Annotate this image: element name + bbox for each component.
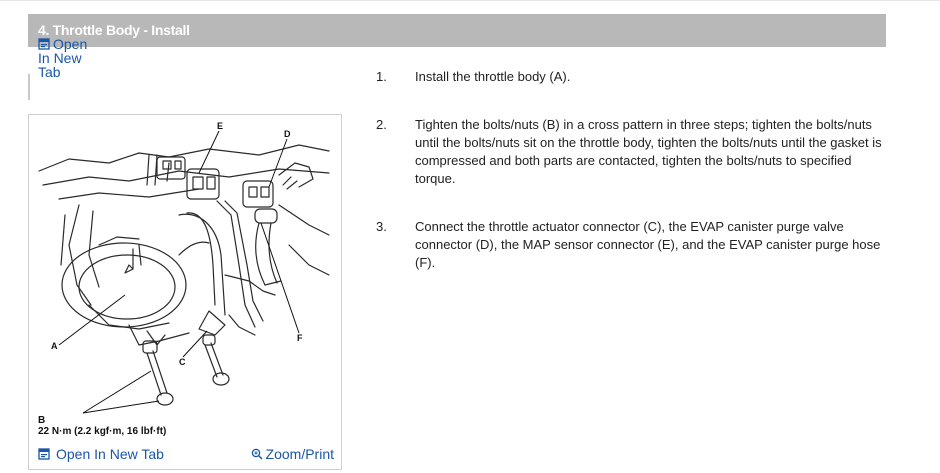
figure-footer	[38, 446, 338, 464]
step-number: 1.	[376, 69, 387, 84]
throttle-body-diagram	[29, 115, 341, 415]
callout-label-a: A	[51, 341, 58, 351]
zoom-print-label: Zoom/Print	[265, 446, 334, 462]
step-text: Install the throttle body (A).	[415, 69, 571, 84]
open-in-new-tab-label: Open In New Tab	[38, 36, 88, 80]
step-text: Tighten the bolts/nuts (B) in a cross pattern in three steps; tighten the bolts/nuts until the bolts/nuts sit on the throttle body, tighten the bolts/nuts until the gasket is compressed and both parts are contacted, tighten the bolts/nuts to specified torque.	[415, 117, 882, 186]
open-in-new-tab-icon	[38, 38, 50, 50]
callout-label-b: B	[38, 415, 46, 426]
zoom-icon	[251, 448, 263, 460]
torque-spec: 22 N·m (2.2 kgf·m, 16 lbf·ft)	[38, 426, 167, 437]
open-in-new-tab-link-bottom[interactable]	[38, 446, 164, 462]
top-divider	[0, 0, 940, 1]
open-in-new-tab-link-top[interactable]	[38, 37, 98, 79]
step-text: Connect the throttle actuator connector (C), the EVAP canister purge valve connector (D), the MAP sensor connector (E), and the EVAP canister purge hose (F).	[415, 219, 881, 270]
step-number: 2.	[376, 117, 387, 132]
callout-label-c: C	[179, 357, 186, 367]
step-number: 3.	[376, 219, 387, 234]
callout-label-e: E	[217, 121, 224, 131]
zoom-print-link[interactable]	[251, 446, 334, 462]
callout-label-d: D	[284, 129, 291, 139]
open-in-new-tab-icon	[38, 448, 50, 460]
left-margin-marker	[28, 74, 30, 100]
open-in-new-tab-label: Open In New Tab	[56, 446, 164, 462]
section-title: 4. Throttle Body - Install	[38, 22, 190, 38]
callout-label-f: F	[297, 333, 303, 343]
figure-caption	[38, 415, 166, 437]
